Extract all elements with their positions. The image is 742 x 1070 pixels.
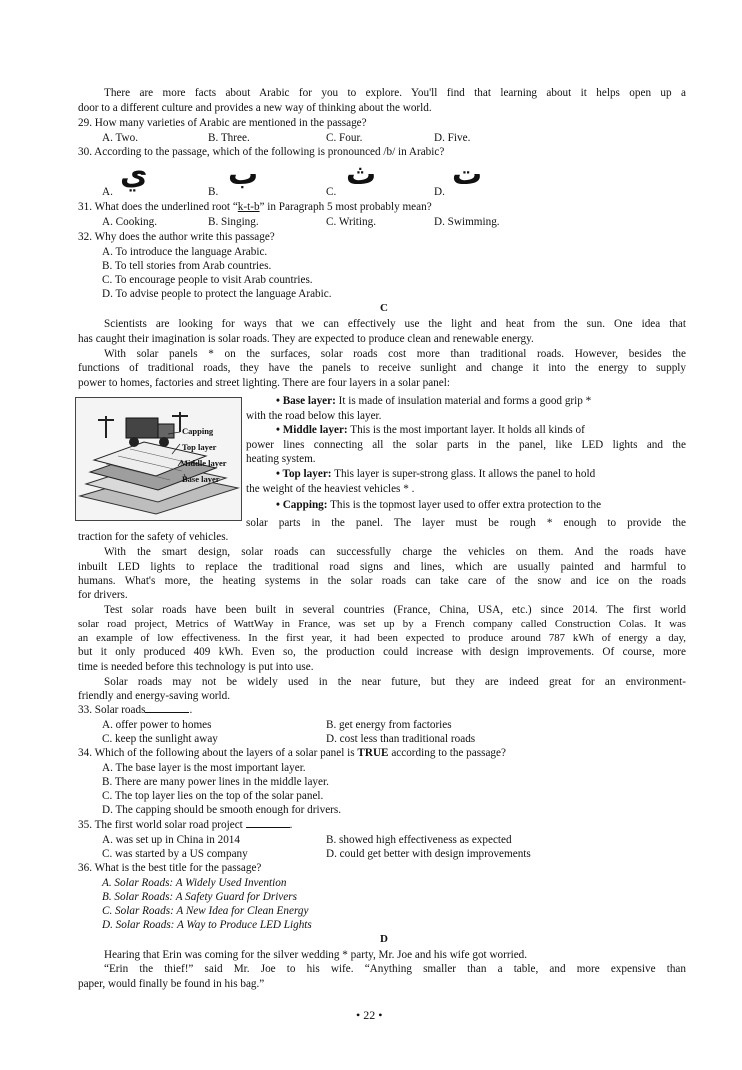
d-p2-line-2: paper, would finally be found in his bag.” bbox=[78, 978, 265, 990]
c-p3-line-1: With the smart design, solar roads can successfully charge the vehicles on them. And the roads have bbox=[104, 546, 686, 558]
q31-underlined-root: k-t-b bbox=[237, 201, 260, 213]
c-p1-line-1: Scientists are looking for ways that we can effectively use the light and heat from the sun. One idea that bbox=[104, 318, 686, 330]
q36-stem: 36. What is the best title for the passage? bbox=[78, 862, 262, 874]
q29-option-d: D. Five. bbox=[434, 132, 471, 144]
c-p5-line-2: friendly and energy-saving world. bbox=[78, 690, 231, 702]
middle-layer-line-2: power lines connecting all the solar parts in the panel, like LED lights and the bbox=[246, 439, 686, 451]
base-layer-text: It is made of insulation material and forms a good grip * bbox=[335, 395, 592, 407]
q35-option-d: D. could get better with design improvements bbox=[326, 848, 531, 860]
q36-option-d: D. Solar Roads: A Way to Produce LED Lights bbox=[102, 919, 312, 931]
capping-label: • Capping: bbox=[276, 499, 328, 511]
arabic-letter-tha-glyph: ث bbox=[346, 157, 377, 192]
q30-option-a: A. bbox=[102, 186, 113, 198]
q34-option-a: A. The base layer is the most important layer. bbox=[102, 762, 306, 774]
c-p4-line-1: Test solar roads have been built in several countries (France, China, USA, etc.) since 2014. The first world bbox=[104, 604, 686, 616]
q32-option-a: A. To introduce the language Arabic. bbox=[102, 246, 268, 258]
c-p1-line-2: has caught their imagination is solar roads. They are expected to produce clean and renewable energy. bbox=[78, 333, 534, 345]
q30-option-c: C. bbox=[326, 186, 337, 198]
capping-text: This is the topmost layer used to offer extra protection to the bbox=[327, 499, 602, 511]
q33-option-d: D. cost less than traditional roads bbox=[326, 733, 476, 745]
top-layer-line-2: the weight of the heaviest vehicles * . bbox=[246, 483, 415, 495]
c-p4-line-3: an example of low effectiveness. In the first year, it had been expected to produce around 787 kWh of energy a day, bbox=[78, 632, 686, 644]
middle-layer-line-1 bbox=[276, 423, 585, 438]
figure-label-top-layer: Top layer bbox=[182, 442, 217, 452]
middle-layer-label: • Middle layer: bbox=[276, 424, 348, 436]
d-p2-line-1: “Erin the thief!” said Mr. Joe to his wife. “Anything smaller than a table, and more expensive than bbox=[104, 963, 686, 975]
q34-stem bbox=[78, 746, 506, 761]
top-layer-line-1 bbox=[276, 467, 595, 482]
q33-blank bbox=[145, 703, 189, 713]
q31-stem-pre: 31. What does the underlined root “ bbox=[78, 201, 238, 213]
q30-stem: 30. According to the passage, which of the following is pronounced /b/ in Arabic? bbox=[78, 146, 445, 158]
q29-option-c: C. Four. bbox=[326, 132, 363, 144]
top-layer-text: This layer is super-strong glass. It allows the panel to hold bbox=[331, 468, 596, 480]
q36-option-c: C. Solar Roads: A New Idea for Clean Energy bbox=[102, 905, 309, 917]
section-d-heading: D bbox=[380, 933, 388, 945]
base-layer-line-1 bbox=[276, 394, 591, 409]
q29-stem: 29. How many varieties of Arabic are mentioned in the passage? bbox=[78, 117, 367, 129]
q32-stem: 32. Why does the author write this passage? bbox=[78, 231, 275, 243]
section-c-heading: C bbox=[380, 302, 388, 314]
q31-stem-post: ” in Paragraph 5 most probably mean? bbox=[259, 201, 432, 213]
q30-option-d: D. bbox=[434, 186, 445, 198]
q32-option-b: B. To tell stories from Arab countries. bbox=[102, 260, 272, 272]
d-p1: Hearing that Erin was coming for the silver wedding * party, Mr. Joe and his wife got worried. bbox=[104, 949, 528, 961]
q31-stem bbox=[78, 200, 432, 215]
c-p4-line-4: but it only produced 409 kWh. Even so, the production could increase with design improvements. Of course, more bbox=[78, 646, 686, 658]
middle-layer-line-3: heating system. bbox=[246, 453, 316, 465]
top-layer-label: • Top layer: bbox=[276, 468, 332, 480]
figure-label-capping: Capping bbox=[182, 426, 214, 436]
q35-option-a: A. was set up in China in 2014 bbox=[102, 834, 240, 846]
capping-line-1 bbox=[276, 498, 601, 513]
q31-option-d: D. Swimming. bbox=[434, 216, 500, 228]
q34-option-b: B. There are many power lines in the middle layer. bbox=[102, 776, 329, 788]
c-p2-line-2: functions of traditional roads, they have the panels to receive sunlight and change it into the energy to supply bbox=[78, 362, 686, 374]
page-number: • 22 • bbox=[356, 1008, 383, 1022]
q36-option-b: B. Solar Roads: A Safety Guard for Drivers bbox=[102, 891, 297, 903]
c-p3-line-3: humans. What's more, the heating systems in the solar roads can take care of the snow and ice on the roads bbox=[78, 575, 686, 587]
q34-keyword: TRUE bbox=[357, 747, 389, 759]
q34-option-d: D. The capping should be smooth enough for drivers. bbox=[102, 804, 342, 816]
q34-stem-post: according to the passage? bbox=[388, 747, 506, 759]
capping-line-2: solar parts in the panel. The layer must be rough * enough to provide the bbox=[246, 517, 686, 529]
intro-line-1: There are more facts about Arabic for you to explore. You'll find that learning about it helps open up a bbox=[104, 87, 686, 99]
q32-option-d: D. To advise people to protect the language Arabic. bbox=[102, 288, 332, 300]
q33-option-a: A. offer power to homes bbox=[102, 719, 212, 731]
figure-label-base-layer: Base layer bbox=[182, 474, 220, 484]
q32-option-c: C. To encourage people to visit Arab countries. bbox=[102, 274, 313, 286]
arabic-letter-ta-glyph: ت bbox=[452, 157, 483, 192]
figure-label-middle-layer: Middle layer bbox=[180, 458, 227, 468]
solar-panel-diagram bbox=[75, 397, 242, 521]
base-layer-label: • Base layer: bbox=[276, 395, 336, 407]
q35-blank bbox=[246, 818, 290, 828]
q31-option-a: A. Cooking. bbox=[102, 216, 158, 228]
c-p4-line-5: time is needed before this technology is put into use. bbox=[78, 661, 314, 673]
middle-layer-text: This is the most important layer. It holds all kinds of bbox=[347, 424, 585, 436]
q34-stem-pre: 34. Which of the following about the layers of a solar panel is bbox=[78, 747, 358, 759]
q35-option-c: C. was started by a US company bbox=[102, 848, 248, 860]
intro-line-2: door to a different culture and provides a new way of thinking about the world. bbox=[78, 102, 432, 114]
q33-stem-end: . bbox=[189, 704, 193, 716]
q33-option-b: B. get energy from factories bbox=[326, 719, 452, 731]
c-p4-line-2: solar road project, Metrics of WattWay in France, was set up by a French company called Construction Colas. It was bbox=[78, 618, 686, 630]
c-p2-line-3: power to homes, factories and street lighting. There are four layers in a solar panel: bbox=[78, 377, 450, 389]
q35-stem-end: . bbox=[289, 819, 293, 831]
arabic-letter-ya-glyph: ي bbox=[120, 157, 148, 192]
q36-option-a: A. Solar Roads: A Widely Used Invention bbox=[102, 877, 287, 889]
c-p3-line-4: for drivers. bbox=[78, 589, 128, 601]
q33-stem bbox=[78, 703, 192, 718]
arabic-letter-ba-glyph: ب bbox=[228, 157, 259, 192]
base-layer-line-2: with the road below this layer. bbox=[246, 410, 382, 422]
q34-option-c: C. The top layer lies on the top of the solar panel. bbox=[102, 790, 324, 802]
q35-stem-text: 35. The first world solar road project bbox=[78, 819, 243, 831]
q35-option-b: B. showed high effectiveness as expected bbox=[326, 834, 512, 846]
q35-stem bbox=[78, 818, 292, 833]
q30-option-b: B. bbox=[208, 186, 219, 198]
c-p3-line-2: inbuilt LED lights to replace the traditional road signs and lines, which are usually painted and harmful to bbox=[78, 561, 686, 573]
q33-stem-text: 33. Solar roads bbox=[78, 704, 146, 716]
q31-option-c: C. Writing. bbox=[326, 216, 376, 228]
capping-line-3: traction for the safety of vehicles. bbox=[78, 531, 229, 543]
c-p5-line-1: Solar roads may not be widely used in the near future, but they are indeed great for an environment- bbox=[104, 676, 686, 688]
c-p2-line-1: With solar panels * on the surfaces, solar roads cost more than traditional roads. However, besides the bbox=[104, 348, 686, 360]
q29-option-a: A. Two. bbox=[102, 132, 138, 144]
q31-option-b: B. Singing. bbox=[208, 216, 259, 228]
q29-option-b: B. Three. bbox=[208, 132, 250, 144]
q33-option-c: C. keep the sunlight away bbox=[102, 733, 218, 745]
